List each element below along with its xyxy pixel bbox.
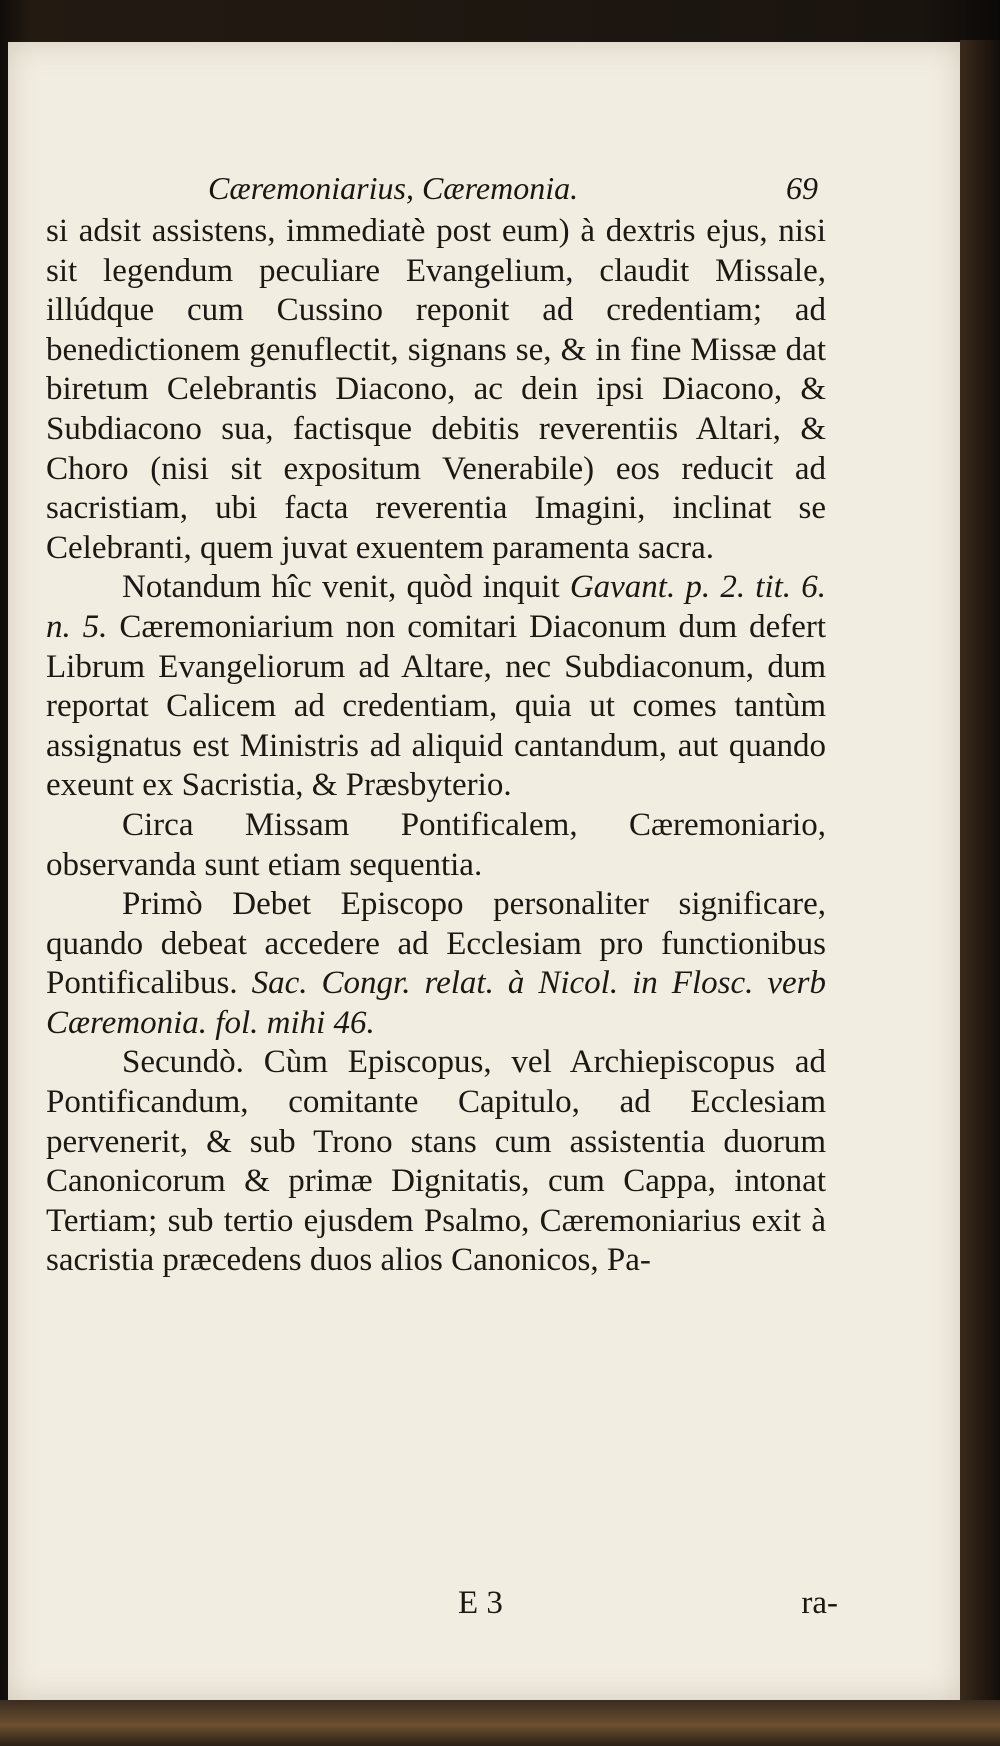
running-header [168,170,818,214]
book-page [8,42,960,1700]
paragraph-4-lead: Primò Debet Episcopo personaliter significare, quando debeat accedere ad Ecclesiam pro functionibus Pontificalibus. [46,886,826,1002]
catchword: ra- [801,1585,838,1621]
paragraph-2-rest: Cæremoniarium non comitari Diaconum dum defert Librum Evangeliorum ad Altare, nec Subdiaconum, dum reportat Calicem ad credentiam, quia ut comes tantùm assignatus est Ministris ad aliquid cantandum, aut quando exeunt ex Sacristia, & Præsbyterio. [46,608,827,804]
citation-sac-congr: Sac. Congr. relat. à Nicol. in Flosc. verb Cæremonia. fol. mihi 46. [46,965,826,1041]
paragraph-2 [46,568,826,806]
paragraph-2-lead: Notandum hîc venit, quòd inquit [122,569,570,606]
paragraph-5: Secundò. Cùm Episcopus, vel Archiepiscopus ad Pontificandum, comitante Capitulo, ad Ecclesiam pervenerit, & sub Trono stans cum assistentia duorum Canonicorum & primæ Dignitatis, cum Cappa, intonat Tertiam; sub tertio ejusdem Psalmo, Cæremoniarius exit à sacristia præcedens duos alios Canonicos, Pa- [46,1044,826,1279]
paragraph-3: Circa Missam Pontificalem, Cæremoniario, observanda sunt etiam sequentia. [46,806,826,883]
running-title: Cæremoniarius, Cæremonia. [208,170,579,206]
signature-mark: E 3 [458,1585,503,1621]
paragraph-4 [46,885,826,1043]
page-number: 69 [786,170,818,206]
page-footer [458,1585,838,1629]
book-binding-edge [960,40,1000,1705]
body-text [46,212,826,1281]
page-bottom-edge [0,1700,1000,1746]
paragraph-1: si adsit assistens, immediatè post eum) à dextris ejus, nisi sit legendum peculiare Evangelium, claudit Missale, illúdque cum Cussino reponit ad credentiam; ad benedictionem genuflectit, signans se, & in fine Missæ dat biretum Celebrantis Diacono, ac dein ipsi Diacono, & Subdiacono sua, factisque debitis reverentiis Altari, & Choro (nisi sit expositum Venerabile) eos reducit ad sacristiam, ubi facta reverentia Imagini, inclinat se Celebranti, quem juvat exuentem paramenta sacra. [46,213,826,566]
citation-gavantus: Gavant. p. 2. tit. 6. n. 5. [46,569,826,645]
